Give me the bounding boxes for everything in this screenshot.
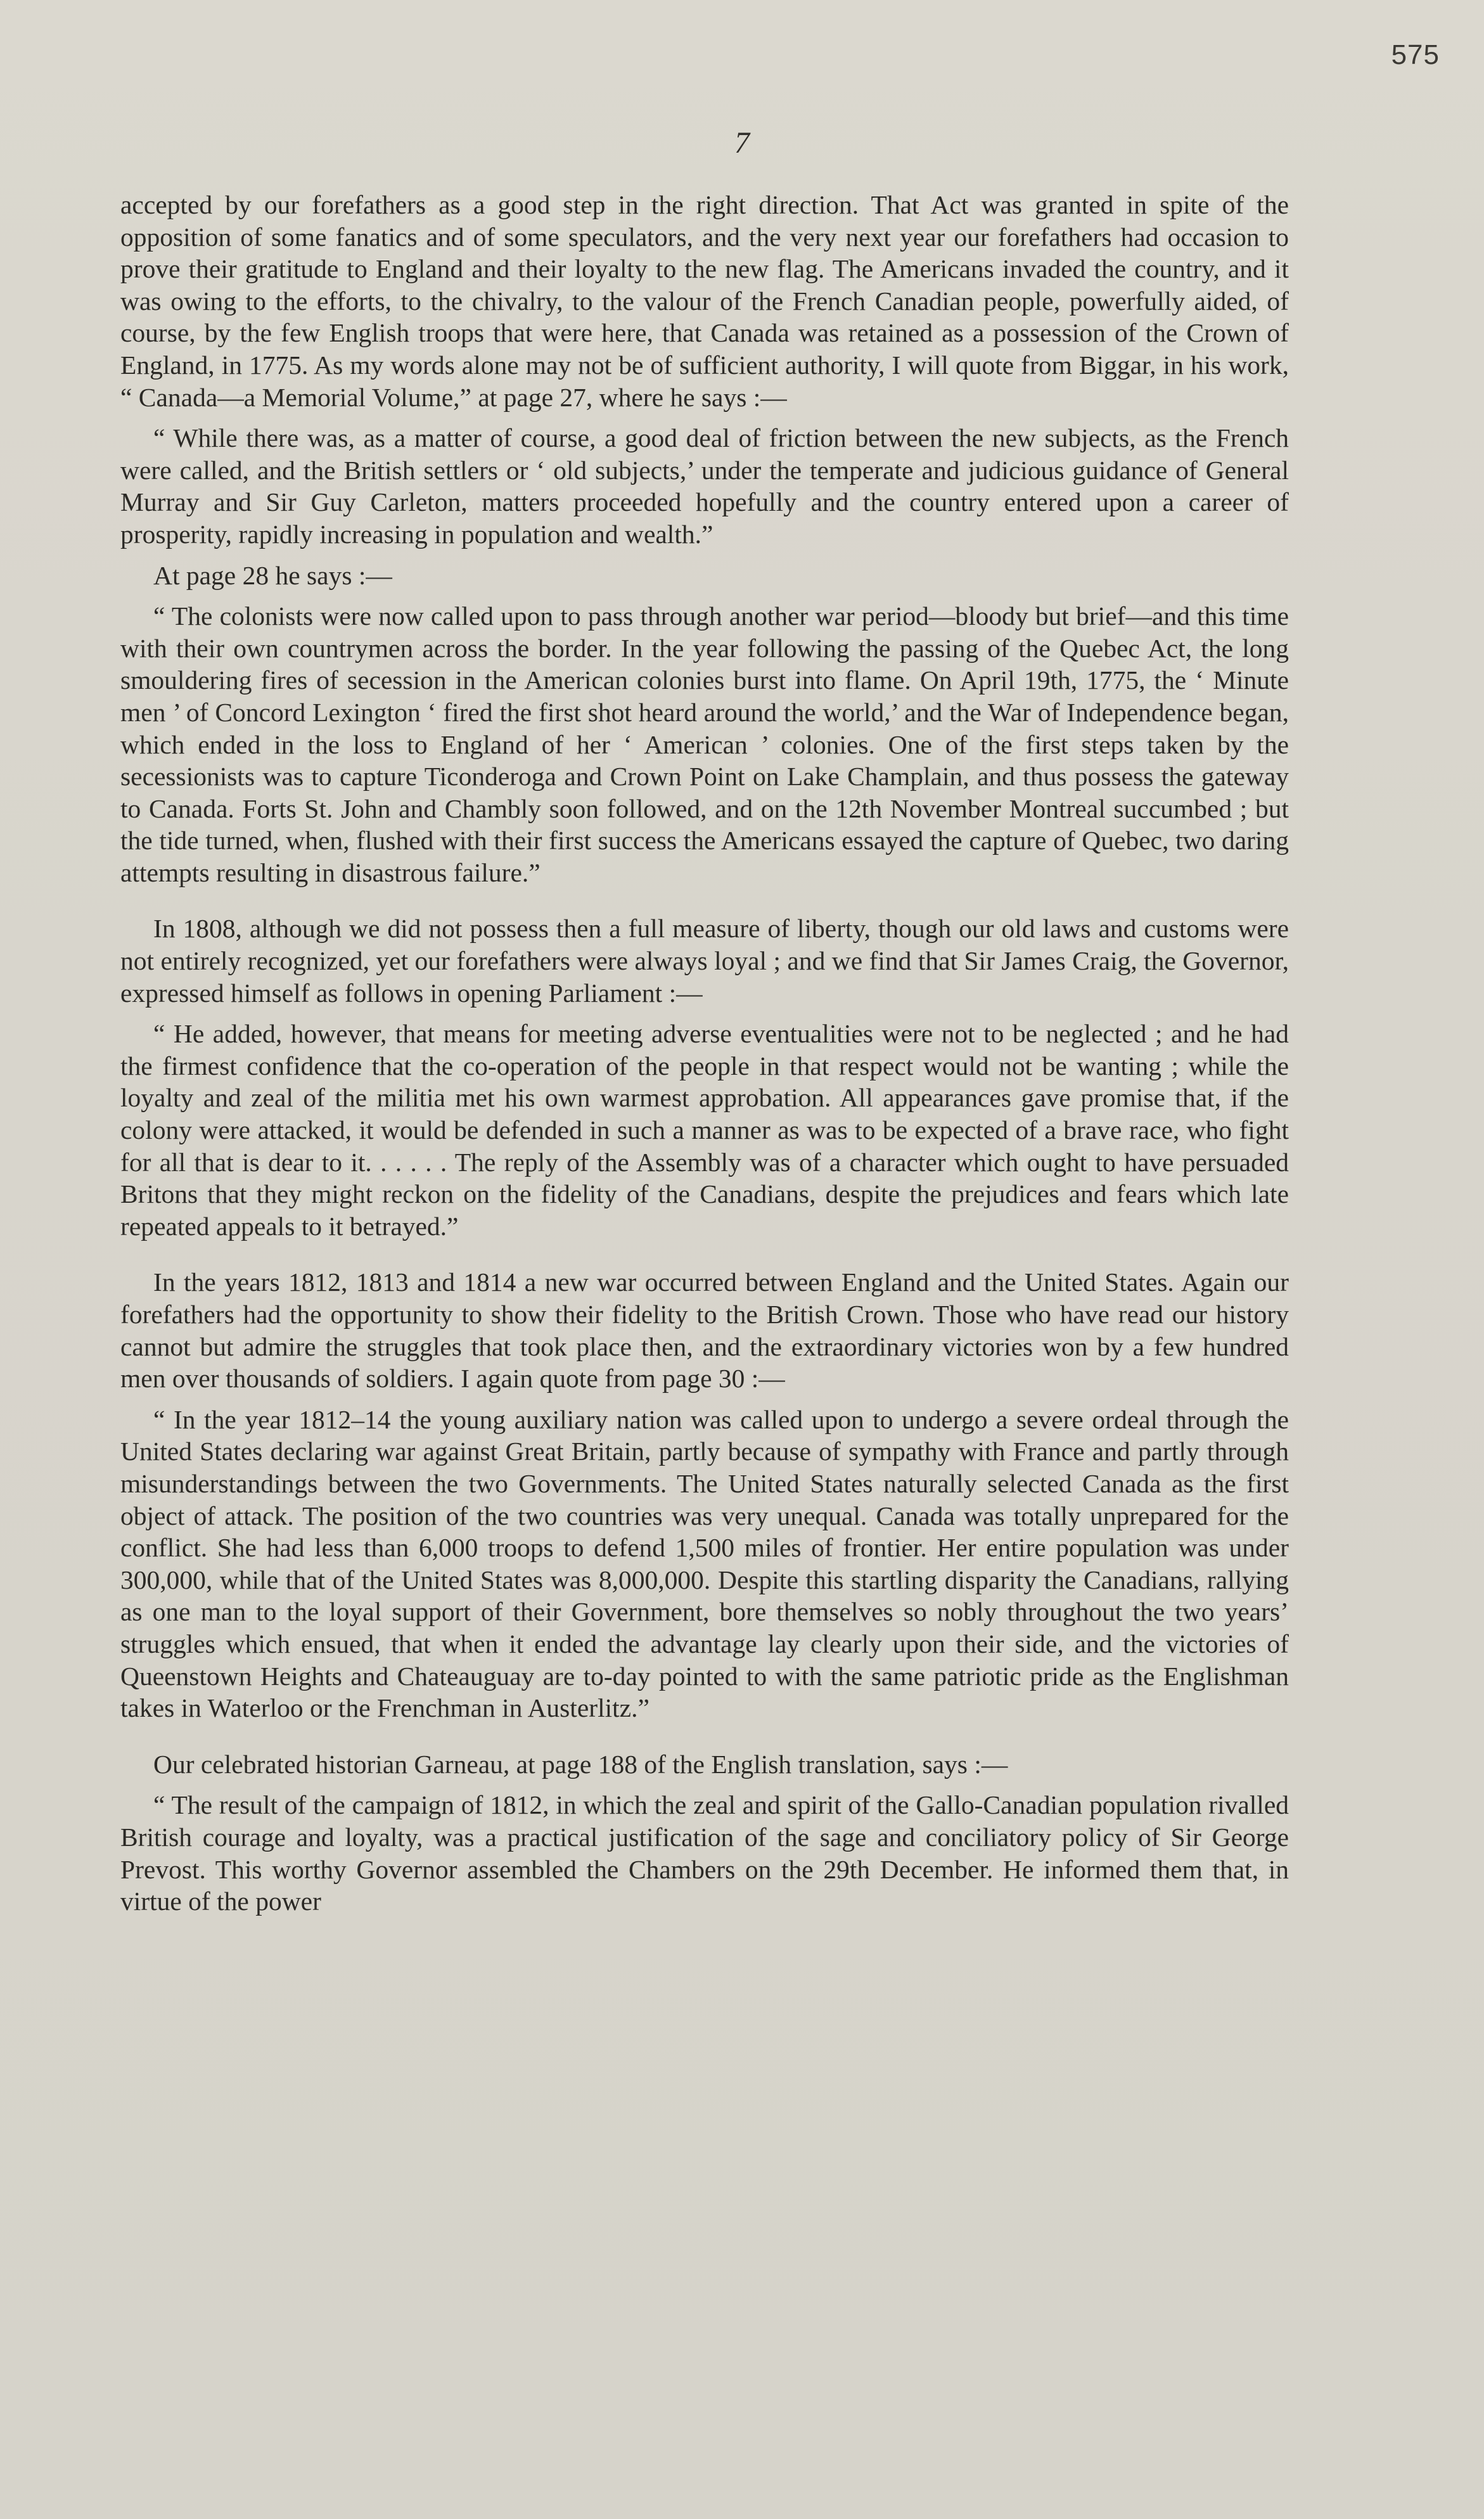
paragraph: In the years 1812, 1813 and 1814 a new war occurred between England and the United States. Again our forefathers had the opportunity to show their fidelity to the British Crown. Those who have read our history cannot but admire the struggles that took place then, and the extraordinary victories won by a few hundred men over thousands of soldiers. I again quote from page 30 :— [120, 1267, 1289, 1394]
block-quote: “ The colonists were now called upon to pass through another war period—bloody but brief—and this time with their own countrymen across the border. In the year following the passing of the Quebec Act, the long smouldering fires of secession in the American colonies burst into flame. On April 19th, 1775, the ‘ Minute men ’ of Concord Lexington ‘ fired the first shot heard around the world,’ and the War of Independence began, which ended in the loss to England of her ‘ American ’ colonies. One of the first steps taken by the secessionists was to capture Ticonderoga and Crown Point on Lake Champlain, and thus possess the gateway to Canada. Forts St. John and Chambly soon followed, and on the 12th November Montreal succumbed ; but the tide turned, when, flushed with their first success the Americans essayed the capture of Quebec, two daring attempts resulting in disastrous failure.” [120, 601, 1289, 887]
paragraph: In 1808, although we did not possess then a full measure of liberty, though our old laws and customs were not entirely recognized, yet our forefathers were always loyal ; and we find that Sir James Craig, the Governor, expressed himself as follows in opening Parliament :— [120, 914, 1289, 1008]
paragraph: accepted by our forefathers as a good step in the right direction. That Act was granted in spite of the opposition of some fanatics and of some speculators, and the very next year our forefathers had occasion to prove their gratitude to England and their loyalty to the new flag. The Americans invaded the country, and it was owing to the efforts, to the chivalry, to the valour of the French Canadian people, powerfully aided, of course, by the few English troops that were here, that Canada was retained as a possession of the Crown of England, in 1775. As my words alone may not be of sufficient authority, I will quote from Biggar, in his work, “ Canada—a Memorial Volume,” at page 27, where he says :— [120, 190, 1289, 412]
block-quote: “ The result of the campaign of 1812, in which the zeal and spirit of the Gallo-Canadian population rivalled British courage and loyalty, was a practical justification of the sage and conciliatory policy of Sir George Prevost. This worthy Governor assembled the Chambers on the 29th December. He informed them that, in virtue of the power [120, 1790, 1289, 1916]
paragraph: At page 28 he says :— [153, 560, 392, 590]
page-number: 7 [734, 126, 750, 160]
archive-page-number: 575 [1391, 39, 1440, 70]
block-quote: “ While there was, as a matter of course, a good deal of friction between the new subjects, as the French were called, and the British settlers or ‘ old subjects,’ under the temperate and judicious guidance of General Murray and Sir Guy Carleton, matters proceeded hopefully and the country entered upon a career of prosperity, rapidly increasing in population and wealth.” [120, 423, 1289, 549]
paragraph: Our celebrated historian Garneau, at page 188 of the English translation, says :— [153, 1749, 1008, 1779]
body-text [120, 189, 1289, 1926]
block-quote: “ In the year 1812–14 the young auxiliary nation was called upon to undergo a severe ordeal through the United States declaring war against Great Britain, partly because of sympathy with France and partly through misunderstandings between the two Governments. The United States naturally selected Canada as the first object of attack. The position of the two countries was very unequal. Canada was totally unprepared for the conflict. She had less than 6,000 troops to defend 1,500 miles of frontier. Her entire population was under 300,000, while that of the United States was 8,000,000. Despite this startling disparity the Canadians, rallying as one man to the loyal support of their Government, bore themselves so nobly throughout the two years’ struggles which ensued, that when it ended the advantage lay clearly upon their side, and the victories of Queenstown Heights and Chateauguay are to-day pointed to with the same patriotic pride as the Englishman takes in Waterloo or the Frenchman in Austerlitz.” [120, 1404, 1289, 1723]
block-quote: “ He added, however, that means for meeting adverse eventualities were not to be neglected ; and he had the firmest confidence that the co-operation of the people in that respect would not be wanting ; while the loyalty and zeal of the militia met his own warmest approbation. All appearances gave promise that, if the colony were attacked, it would be defended in such a manner as was to be expected of a brave race, who fight for all that is dear to it. . . . . . The reply of the Assembly was of a character which ought to have persuaded Britons that they might reckon on the fidelity of the Canadians, despite the prejudices and fears which late repeated appeals to it betrayed.” [120, 1019, 1289, 1241]
